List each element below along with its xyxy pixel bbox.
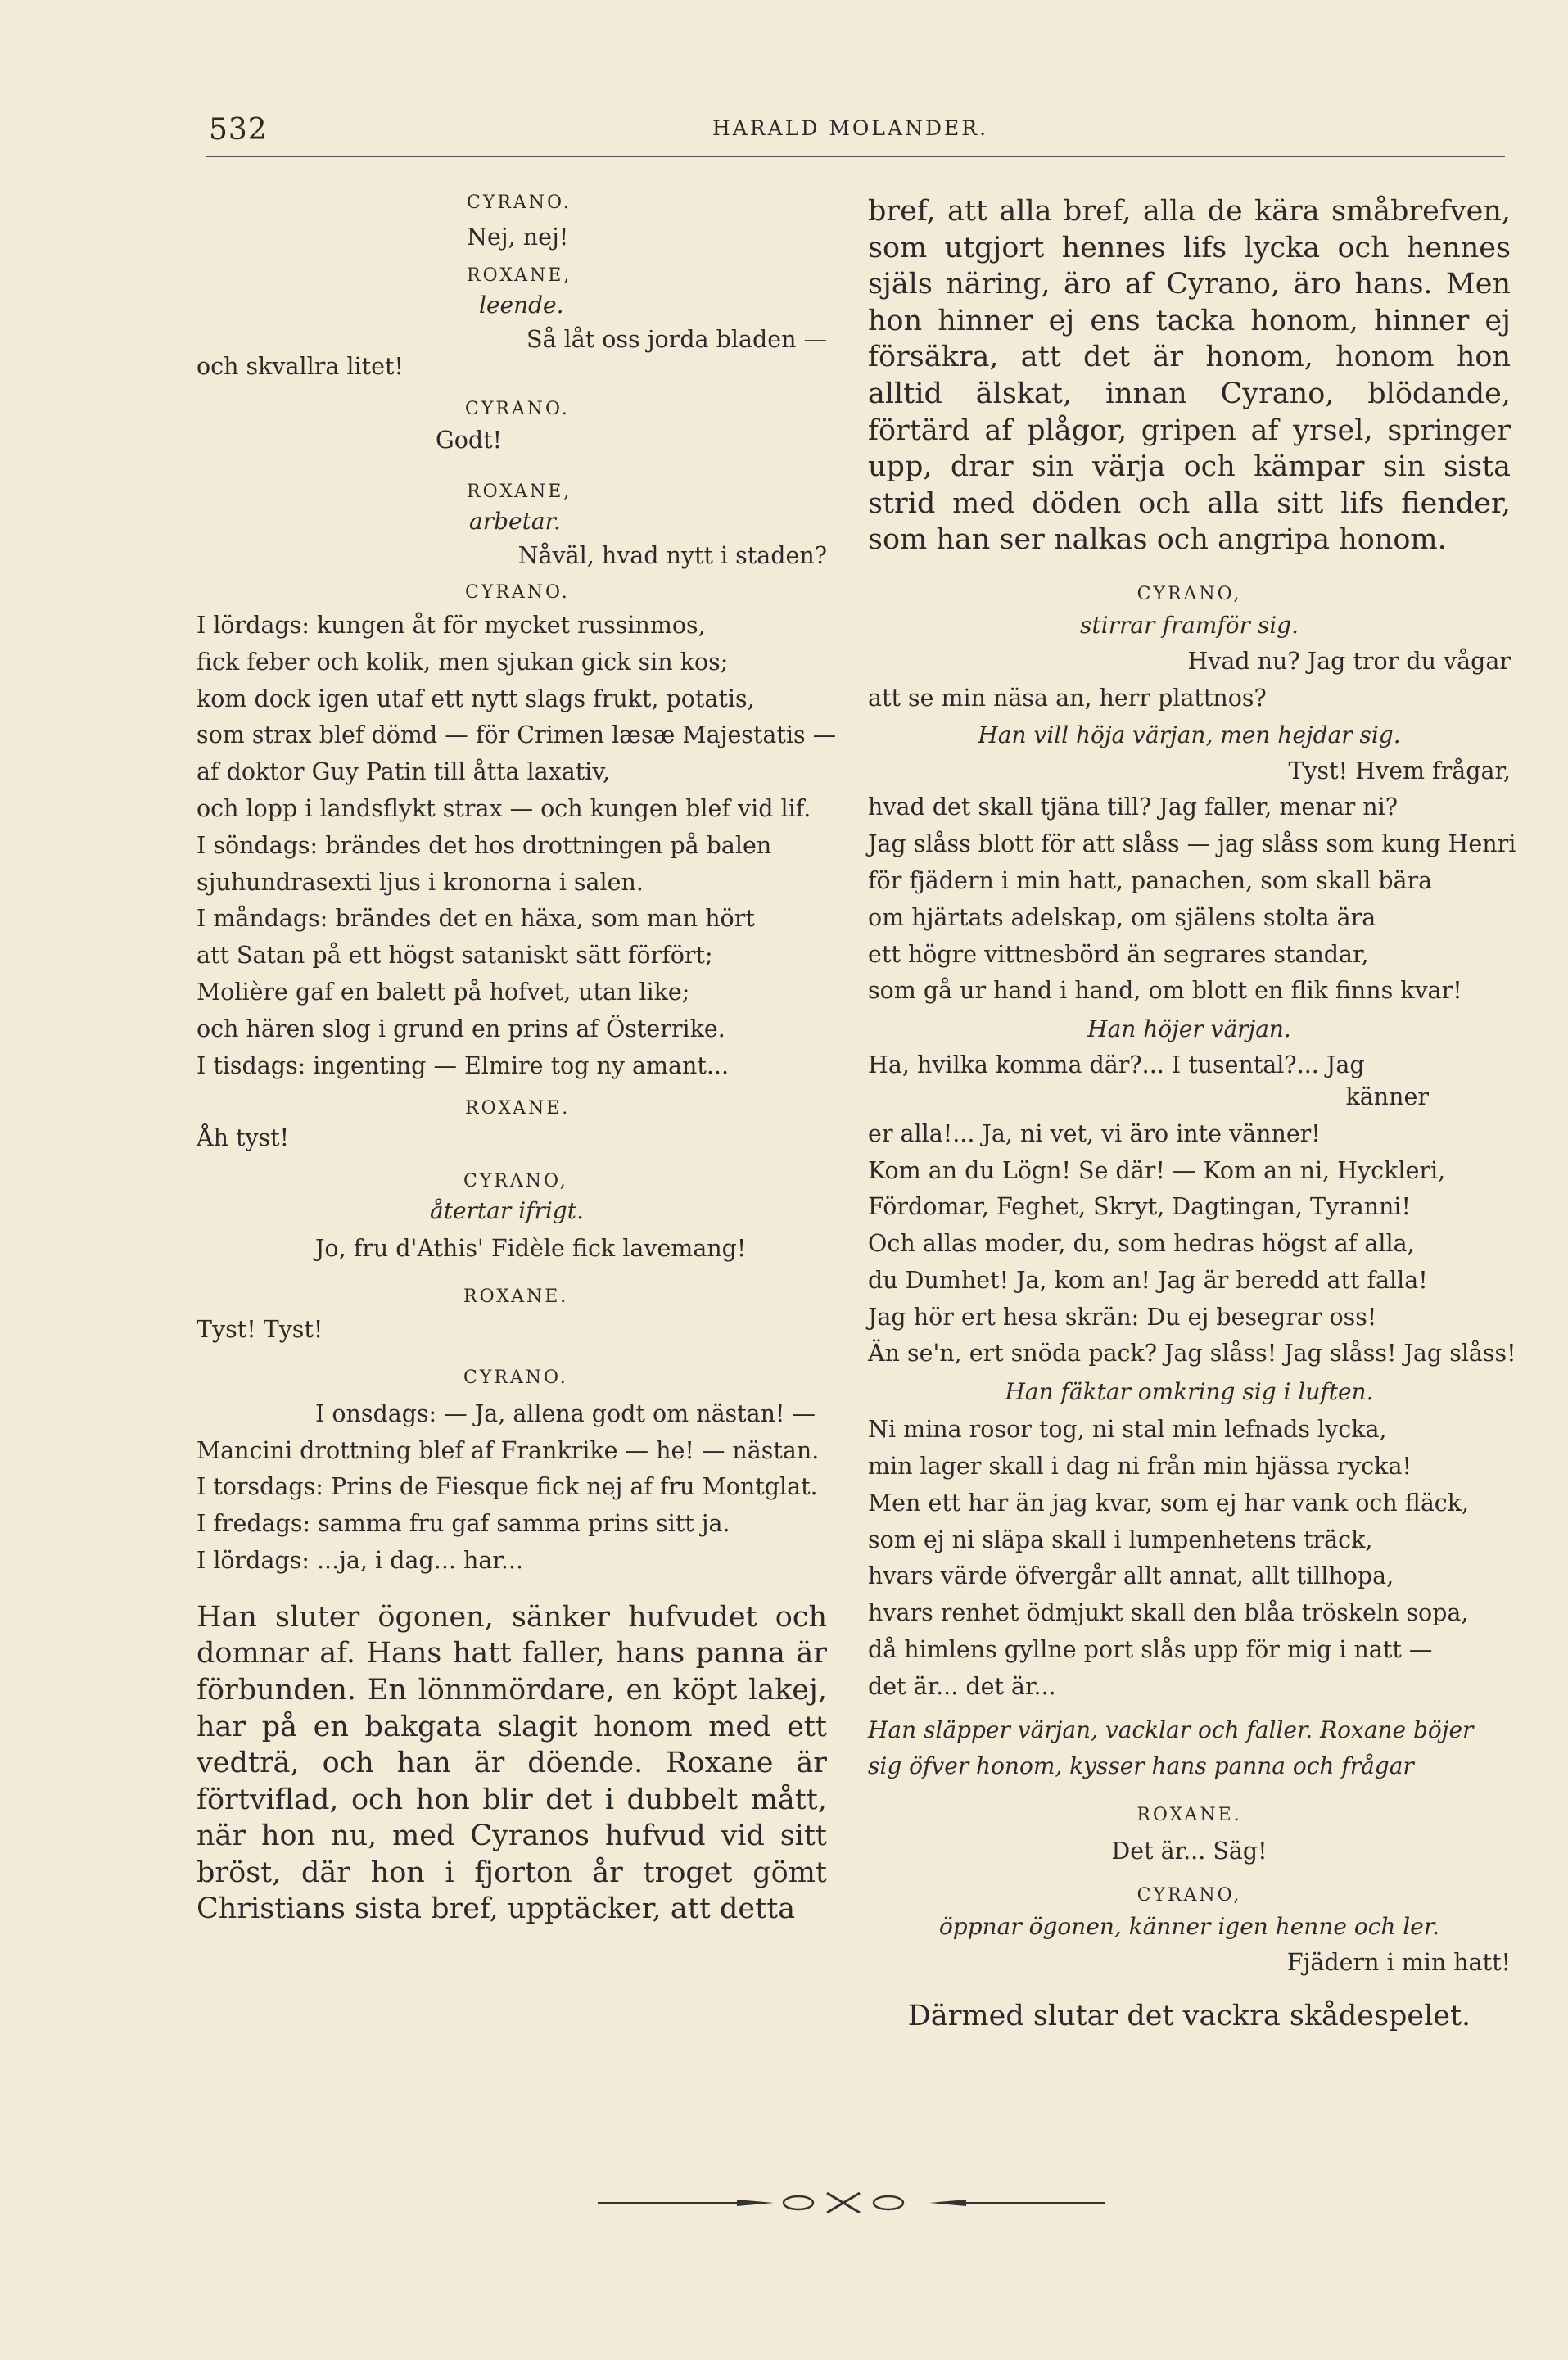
stage-direction: återtar ifrigt. <box>430 1197 584 1225</box>
verse-line: att se min näsa an, herr plattnos? <box>868 684 1267 712</box>
verse-line: er alla!... Ja, ni vet, vi äro inte vänner! <box>868 1119 1321 1147</box>
verse-line: och lopp i landsflykt strax — och kungen blef vid lif. <box>197 794 811 822</box>
verse-block <box>868 1412 1511 1705</box>
verse-line: I onsdags: — Ja, allena godt om nästan! — <box>315 1399 816 1427</box>
prose-paragraph: Han sluter ögonen, sänker hufvudet och domnar af. Hans hatt faller, hans panna är förbunden. En lönnmördare, en köpt lakej, har på en bakgata slagit honom med ett vedträ, och han är döende. Roxane är förtviflad, och hon blir det i dubbelt mått, när hon nu, med Cyranos hufvud vid sitt bröst, där hon i fjorton år troget gömt Christians sista bref, upptäcker, att detta <box>197 1600 827 1926</box>
stage-direction: leende. <box>479 291 564 319</box>
verse-line: Hvad nu? Jag tror du vågar <box>1187 647 1511 675</box>
verse-line: Fjädern i min hatt! <box>1286 1949 1511 1977</box>
verse-block <box>197 1433 827 1580</box>
verse-line: du Dumhet! Ja, kom an! Jag är beredd att falla! <box>868 1266 1428 1294</box>
header-rule <box>206 156 1505 157</box>
verse-line: Molière gaf en balett på hofvet, utan like; <box>197 978 690 1006</box>
verse-line: Godt! <box>436 427 503 454</box>
verse-line: sjuhundrasexti ljus i kronorna i salen. <box>197 868 644 896</box>
stage-direction: Han höjer värjan. <box>1087 1015 1291 1043</box>
speaker-cyrano: CYRANO. <box>467 192 572 213</box>
verse-line: Åh tyst! <box>197 1124 290 1152</box>
verse-line: Jag slåss blott för att slåss — jag slåss som kung Henri <box>868 830 1516 858</box>
verse-line: I måndags: brändes det en häxa, som man hört <box>197 905 755 933</box>
verse-line: Fördomar, Feghet, Skryt, Dagtingan, Tyranni! <box>868 1193 1411 1221</box>
verse-line: om hjärtats adelskap, om själens stolta ära <box>868 903 1376 931</box>
verse-line: hvars värde öfvergår allt annat, allt tillhopa, <box>868 1562 1394 1590</box>
stage-direction: Han släpper värjan, vacklar och faller. Roxane böjer sig öfver honom, kysser hans panna och frågar <box>868 1716 1474 1779</box>
verse-line: som strax blef dömd — för Crimen læsæ Majestatis — <box>197 721 837 749</box>
verse-line: ett högre vittnesbörd än segrares standar, <box>868 940 1369 968</box>
verse-line: då himlens gyllne port slås upp för mig i natt — <box>868 1636 1433 1664</box>
verse-line: hvad det skall tjäna till? Jag faller, menar ni? <box>868 793 1399 821</box>
verse-line: I torsdags: Prins de Fiesque fick nej af fru Montglat. <box>197 1473 818 1501</box>
speaker-cyrano: CYRANO, <box>1136 1885 1242 1906</box>
stage-direction: arbetar. <box>469 508 561 536</box>
verse-line: min lager skall i dag ni från min hjässa rycka! <box>868 1453 1412 1481</box>
verse-line: Ha, hvilka komma där?... I tusental?... Jag <box>868 1051 1365 1079</box>
closing-line: Därmed slutar det vackra skådespelet. <box>907 2000 1471 2033</box>
speaker-cyrano: CYRANO. <box>463 1367 568 1388</box>
stage-direction: Han fäktar omkring sig i luften. <box>1005 1378 1374 1406</box>
verse-line: hvars renhet ödmjukt skall den blåa tröskeln sopa, <box>868 1599 1469 1627</box>
verse-block <box>197 608 837 1084</box>
speaker-cyrano: CYRANO. <box>465 399 570 420</box>
verse-line: Mancini drottning blef af Frankrike — he! — nästan. <box>197 1436 820 1464</box>
verse-line: Jo, fru d'Athis' Fidèle fick lavemang! <box>315 1235 747 1263</box>
page-number: 532 <box>209 113 268 147</box>
speaker-roxane: ROXANE. <box>1136 1804 1242 1825</box>
verse-line: Jag hör ert hesa skrän: Du ej besegrar oss! <box>868 1303 1377 1331</box>
verse-line: och hären slog i grund en prins af Österrike. <box>197 1015 725 1042</box>
speaker-roxane: ROXANE, <box>467 264 572 286</box>
verse-line: Och allas moder, du, som hedras högst af alla, <box>868 1230 1415 1258</box>
verse-line: af doktor Guy Patin till åtta laxativ, <box>197 758 611 786</box>
verse-line: Så låt oss jorda bladen — <box>526 325 827 353</box>
verse-line: som gå ur hand i hand, om blott en flik finns kvar! <box>868 977 1462 1005</box>
verse-line: att Satan på ett högst sataniskt sätt förfört; <box>197 942 713 970</box>
verse-line: Men ett har än jag kvar, som ej har vank och fläck, <box>868 1489 1470 1517</box>
verse-line: känner <box>1345 1083 1429 1110</box>
verse-line: som ej ni släpa skall i lumpenhetens träck, <box>868 1526 1373 1553</box>
speaker-cyrano: CYRANO, <box>463 1171 568 1192</box>
verse-line: Nåväl, hvad nytt i staden? <box>517 542 827 570</box>
verse-block <box>868 789 1516 1010</box>
verse-line: Tyst! Hvem frågar, <box>1288 757 1511 784</box>
verse-line: I lördags: ...ja, i dag... har... <box>197 1546 524 1574</box>
speaker-roxane: ROXANE, <box>467 481 572 503</box>
prose-paragraph: bref, att alla bref, alla de kära småbrefven, som utgjort hennes lifs lycka och hennes själs näring, äro af Cyrano, äro hans. Men hon hinner ej ens tacka honom, hinner ej försäkra, att det är honom, honom hon alltid älskat, innan Cyrano, blödande, förtärd af plågor, gripen af yrsel, springer upp, drar sin värja och kämpar sin sista strid med döden och alla sitt lifs fiender, som han ser nalkas och angripa honom. <box>868 195 1511 557</box>
verse-line: Nej, nej! <box>467 224 569 251</box>
speaker-cyrano: CYRANO, <box>1136 583 1242 604</box>
end-ornament <box>598 2186 1105 2219</box>
speaker-cyrano: CYRANO. <box>465 581 570 603</box>
verse-line: för fjädern i min hatt, panachen, som skall bära <box>868 866 1433 894</box>
verse-line: Ni mina rosor tog, ni stal min lefnads lycka, <box>868 1416 1387 1444</box>
verse-line: det är... det är... <box>868 1672 1056 1700</box>
speaker-roxane: ROXANE. <box>465 1098 571 1119</box>
running-head: HARALD MOLANDER. <box>712 116 989 140</box>
verse-line: Det är... Säg! <box>1111 1837 1268 1865</box>
verse-line: I tisdags: ingenting — Elmire tog ny amant... <box>197 1051 730 1079</box>
left-column <box>197 188 837 1928</box>
verse-line: Kom an du Lögn! Se där! — Kom an ni, Hyckleri, <box>868 1156 1446 1184</box>
stage-direction: Han vill höja värjan, men hejdar sig. <box>978 721 1401 748</box>
verse-line: kom dock igen utaf ett nytt slags frukt, potatis, <box>197 685 755 712</box>
speaker-roxane: ROXANE. <box>463 1286 569 1307</box>
verse-block <box>868 1116 1516 1373</box>
verse-line: I söndags: brändes det hos drottningen på balen <box>197 831 772 859</box>
verse-line: och skvallra litet! <box>197 352 404 380</box>
verse-line: fick feber och kolik, men sjukan gick sin kos; <box>197 648 729 676</box>
right-column <box>868 188 1516 2033</box>
verse-line: Tyst! Tyst! <box>197 1315 323 1343</box>
verse-line: I lördags: kungen åt för mycket russinmos, <box>197 611 706 639</box>
verse-line: Än se'n, ert snöda pack? Jag slåss! Jag slåss! Jag slåss! <box>868 1340 1516 1368</box>
verse-line: I fredags: samma fru gaf samma prins sitt ja. <box>197 1510 730 1538</box>
stage-direction: öppnar ögonen, känner igen henne och ler. <box>938 1913 1440 1941</box>
stage-direction: stirrar framför sig. <box>1080 611 1299 639</box>
